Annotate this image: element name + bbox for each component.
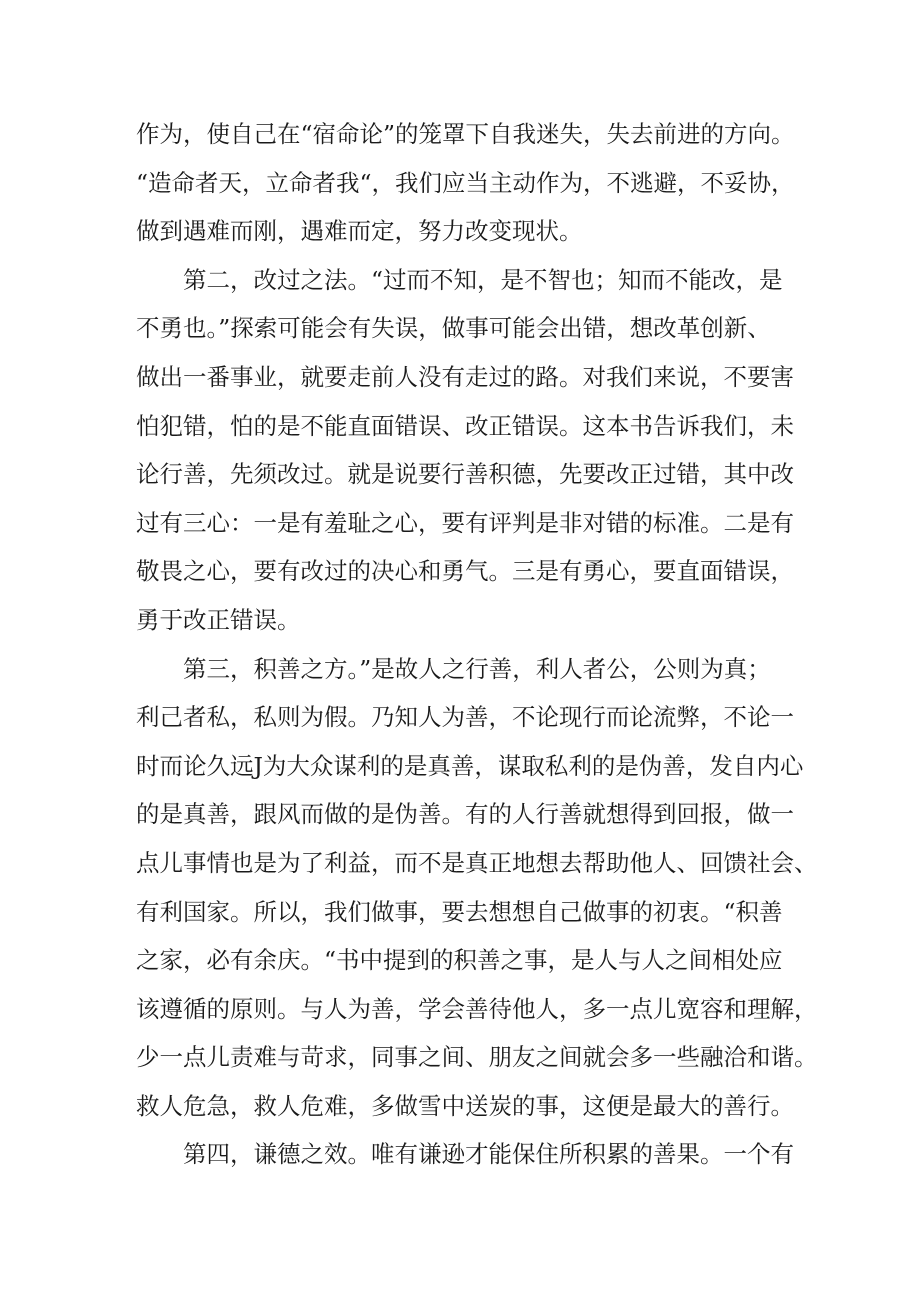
text-line: 论行善，先须改过。就是说要行善积德，先要改正过错，其中改	[136, 460, 794, 489]
text-line: 作为，使自己在“宿命论”的笼罩下自我迷失，失去前进的方向。	[136, 120, 795, 148]
text-line: 做到遇难而刚，遇难而定，努力改变现状。	[136, 217, 583, 246]
text-line: 有利国家。所以，我们做事，要去想想自己做事的初衷。“积善	[136, 897, 783, 926]
text-line: 的是真善，跟风而做的是伪善。有的人行善就想得到回报，做一	[136, 800, 794, 829]
text-line: 该遵循的原则。与人为善，学会善待他人，多一点儿宽容和理解，	[136, 994, 818, 1023]
text-line: 过有三心：一是有羞耻之心，要有评判是非对错的标准。二是有	[136, 508, 794, 537]
text-line: “造命者天，立命者我“，我们应当主动作为，不逃避，不妥协，	[136, 168, 795, 197]
paragraph-start-line: 第四，谦德之效。唯有谦逊才能保住所积累的善果。一个有	[183, 1140, 794, 1169]
text-line: 做出一番事业，就要走前人没有走过的路。对我们来说，不要害	[136, 362, 794, 391]
paragraph-start-line: 第三，积善之方。”是故人之行善，利人者公，公则为真；	[183, 654, 771, 683]
paragraph-start-line: 第二，改过之法。“过而不知，是不智也；知而不能改，是	[183, 265, 783, 294]
text-line: 敬畏之心，要有改过的决心和勇气。三是有勇心，要直面错误，	[136, 557, 794, 586]
text-line: 不勇也。”探索可能会有失误，做事可能会出错，想改革创新、	[136, 314, 771, 343]
text-line: 勇于改正错误。	[136, 605, 301, 634]
text-line: 救人危急，救人危难，多做雪中送炭的事，这便是最大的善行。	[136, 1091, 794, 1120]
text-line: 时而论久远J为大众谋利的是真善，谋取私利的是伪善，发自内心	[136, 751, 804, 780]
text-line: 点儿事情也是为了利益，而不是真正地想去帮助他人、回馈社会、	[136, 848, 818, 877]
body-text	[136, 110, 818, 1179]
text-line: 利己者私，私则为假。乃知人为善，不论现行而论流弊，不论一	[136, 703, 794, 732]
text-line: 少一点儿责难与苛求，同事之间、朋友之间就会多一些融洽和谐。	[136, 1043, 818, 1072]
text-line: 怕犯错，怕的是不能直面错误、改正错误。这本书告诉我们，未	[136, 411, 794, 440]
text-line: 之家，必有余庆。“书中提到的积善之事，是人与人之间相处应	[136, 946, 783, 975]
